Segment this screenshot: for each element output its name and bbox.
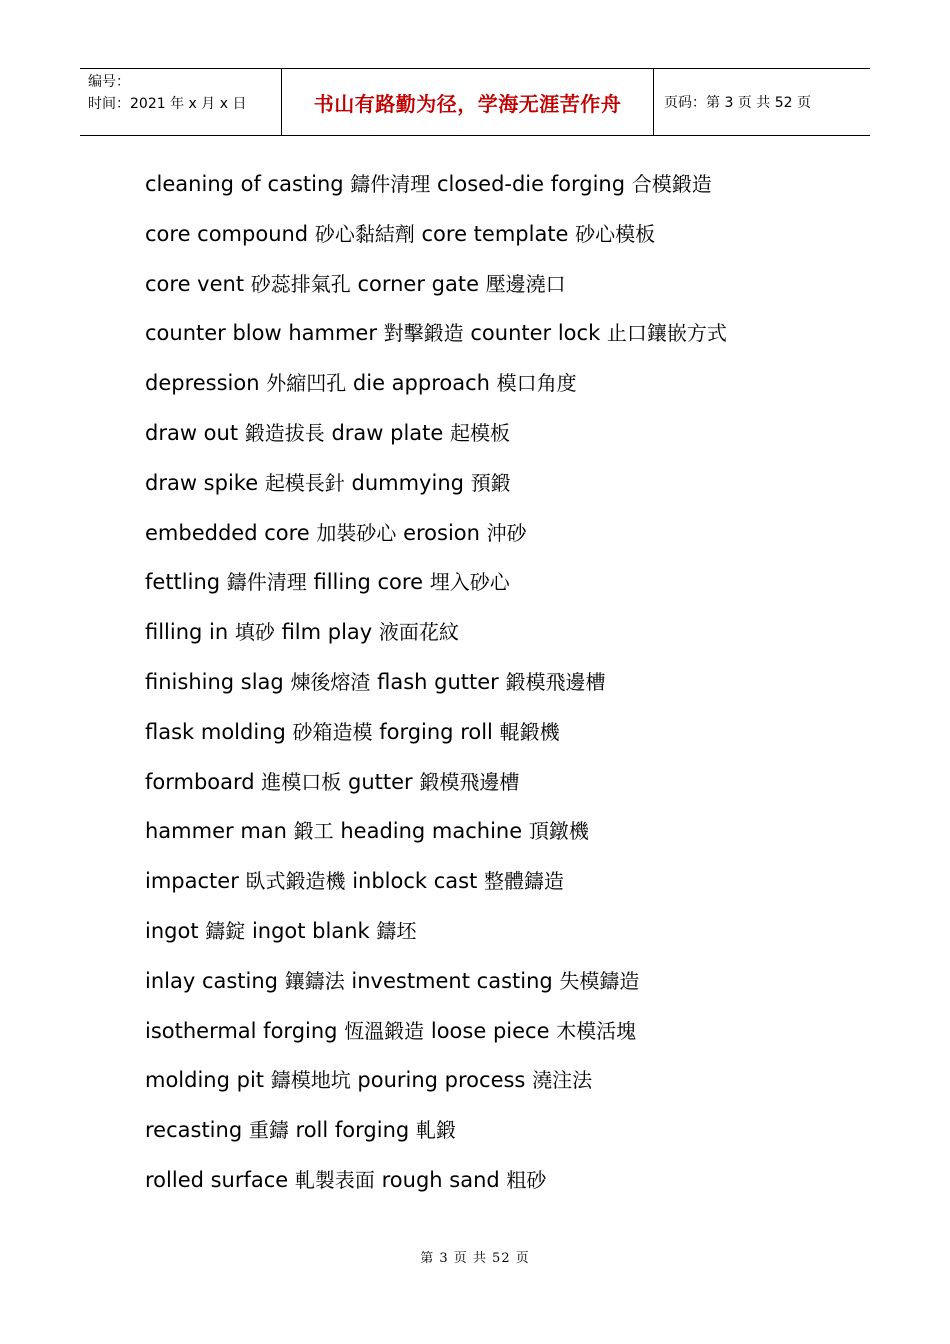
glossary-entry: [145, 168, 845, 218]
footer-page-number: 第 3 页 共 52 页: [420, 1251, 530, 1266]
term-chinese: 軋鍛: [415, 1118, 456, 1143]
term-chinese: 加裝砂心: [316, 520, 397, 545]
term-english: heading machine: [340, 819, 523, 844]
term-english: recasting: [145, 1118, 243, 1143]
term-english: ingot: [145, 918, 199, 943]
term-english: inlay casting: [145, 968, 279, 993]
term-chinese: 止口鑲嵌方式: [606, 321, 727, 346]
term-chinese: 鑄模地坑: [270, 1068, 351, 1093]
term-chinese: 鑲鑄法: [284, 968, 345, 993]
glossary-entry: [145, 666, 845, 716]
term-english: impacter: [145, 869, 239, 894]
glossary-entry: [145, 716, 845, 766]
term-chinese: 壓邊澆口: [485, 271, 566, 296]
term-english: investment casting: [351, 968, 553, 993]
page-header: [80, 68, 870, 136]
term-english: embedded core: [145, 520, 310, 545]
term-chinese: 木模活塊: [556, 1018, 637, 1043]
glossary-entry: [145, 1015, 845, 1065]
glossary-entry: [145, 467, 845, 517]
term-chinese: 鍛工: [293, 819, 334, 844]
term-chinese: 砂蕊排氣孔: [250, 271, 351, 296]
glossary-entry: [145, 268, 845, 318]
term-chinese: 對擊鍛造: [383, 321, 464, 346]
term-english: loose piece: [430, 1018, 550, 1043]
term-chinese: 臥式鍛造機: [245, 869, 346, 894]
term-english: closed-die forging: [436, 172, 626, 196]
term-english: flask molding: [145, 719, 286, 744]
document-time-label: 时间：2021 年 x 月 x 日: [88, 96, 247, 112]
term-chinese: 合模鍛造: [631, 172, 712, 196]
term-chinese: 鍛模飛邊槽: [419, 769, 520, 794]
glossary-entry: [145, 915, 845, 965]
glossary-entry: [145, 1114, 845, 1164]
term-chinese: 鍛模飛邊槽: [505, 669, 606, 694]
term-chinese: 起模長針: [264, 470, 345, 495]
glossary-entry: [145, 218, 845, 268]
term-chinese: 輥鍛機: [499, 719, 560, 744]
term-chinese: 鑄件清理: [350, 172, 431, 196]
term-english: erosion: [403, 520, 480, 545]
header-motto-cell: [281, 69, 654, 135]
term-chinese: 鑄坯: [376, 918, 417, 943]
term-chinese: 起模板: [450, 420, 511, 445]
term-chinese: 頂鐓機: [528, 819, 589, 844]
term-english: inblock cast: [352, 869, 478, 894]
term-chinese: 填砂: [234, 620, 275, 645]
glossary-entry: [145, 965, 845, 1015]
header-meta: [80, 69, 281, 135]
term-chinese: 預鍛: [470, 470, 511, 495]
term-english: rolled surface: [145, 1167, 289, 1192]
term-chinese: 模口角度: [496, 371, 577, 396]
term-chinese: 鍛造拔長: [244, 420, 325, 445]
term-chinese: 粗砂: [506, 1167, 547, 1192]
term-chinese: 砂心模板: [575, 221, 656, 246]
term-english: gutter: [347, 769, 413, 794]
term-chinese: 外縮凹孔: [266, 371, 347, 396]
term-english: counter lock: [470, 321, 601, 346]
term-chinese: 埋入砂心: [429, 570, 510, 595]
header-motto: 书山有路勤为径，学海无涯苦作舟: [313, 91, 622, 116]
term-chinese: 鑄錠: [205, 918, 246, 943]
term-english: draw out: [145, 420, 239, 445]
term-english: corner gate: [357, 271, 479, 296]
term-english: finishing slag: [145, 669, 284, 694]
term-english: cleaning of casting: [145, 172, 344, 196]
term-english: fettling: [145, 570, 221, 595]
document-number-label: 编号：: [88, 74, 130, 90]
term-english: hammer man: [145, 819, 287, 844]
glossary-entry: [145, 616, 845, 666]
glossary-list: [145, 168, 845, 1214]
glossary-entry: [145, 766, 845, 816]
term-chinese: 砂箱造模: [292, 719, 373, 744]
term-english: filling in: [145, 620, 229, 645]
term-chinese: 整體鑄造: [484, 869, 565, 894]
term-english: ingot blank: [251, 918, 370, 943]
glossary-entry: [145, 815, 845, 865]
glossary-entry: [145, 1164, 845, 1214]
term-english: core vent: [145, 271, 245, 296]
term-english: depression: [145, 371, 260, 396]
glossary-entry: [145, 367, 845, 417]
term-english: dummying: [351, 470, 464, 495]
term-english: draw spike: [145, 470, 259, 495]
term-chinese: 液面花紋: [378, 620, 459, 645]
header-page-info: 页码：第 3 页 共 52 页: [664, 95, 811, 111]
term-chinese: 澆注法: [532, 1068, 593, 1093]
term-chinese: 軋製表面: [294, 1167, 375, 1192]
header-page-cell: [654, 69, 870, 135]
glossary-entry: [145, 317, 845, 367]
term-chinese: 沖砂: [486, 520, 527, 545]
term-chinese: 鑄件清理: [226, 570, 307, 595]
term-english: isothermal forging: [145, 1018, 338, 1043]
term-chinese: 恆溫鍛造: [344, 1018, 425, 1043]
glossary-entry: [145, 865, 845, 915]
term-chinese: 煉後熔渣: [290, 669, 371, 694]
term-english: core compound: [145, 221, 309, 246]
term-chinese: 砂心黏結劑: [314, 221, 415, 246]
term-chinese: 進模口板: [261, 769, 342, 794]
term-english: counter blow hammer: [145, 321, 377, 346]
term-english: core template: [421, 221, 569, 246]
term-english: forging roll: [379, 719, 493, 744]
term-english: film play: [281, 620, 373, 645]
page-footer: [0, 1247, 950, 1266]
glossary-entry: [145, 566, 845, 616]
term-chinese: 重鑄: [248, 1118, 289, 1143]
glossary-entry: [145, 1064, 845, 1114]
term-english: formboard: [145, 769, 255, 794]
term-english: molding pit: [145, 1068, 265, 1093]
term-english: rough sand: [381, 1167, 500, 1192]
glossary-entry: [145, 417, 845, 467]
term-english: draw plate: [331, 420, 444, 445]
term-english: die approach: [352, 371, 490, 396]
term-english: flash gutter: [377, 669, 499, 694]
term-english: filling core: [313, 570, 424, 595]
term-chinese: 失模鑄造: [559, 968, 640, 993]
glossary-entry: [145, 517, 845, 567]
term-english: roll forging: [295, 1118, 410, 1143]
term-english: pouring process: [357, 1068, 526, 1093]
